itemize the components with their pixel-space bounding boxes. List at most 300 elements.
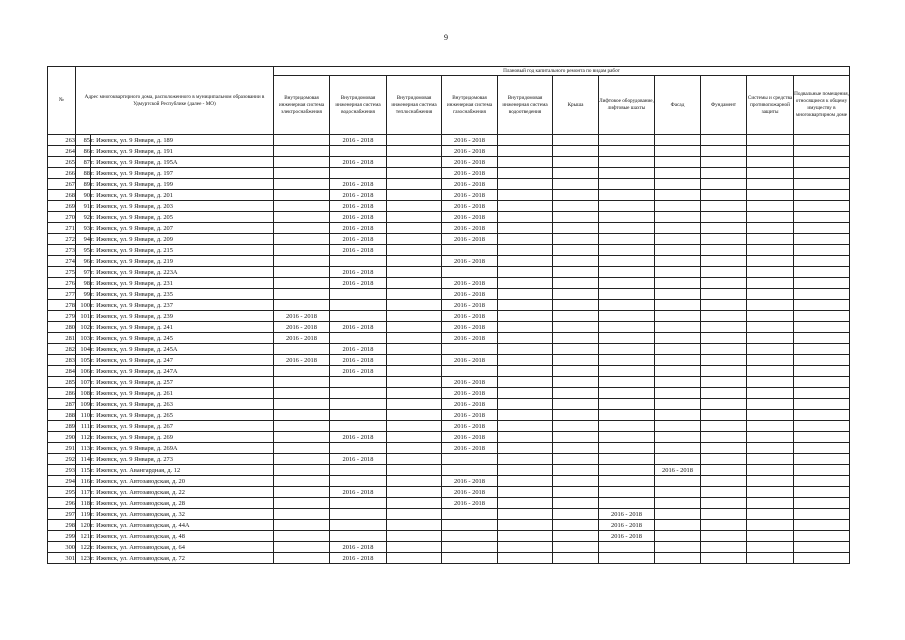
row-work-year: 2016 - 2018 [330, 157, 387, 168]
row-work-year [794, 421, 850, 432]
row-work-year: 2016 - 2018 [442, 311, 498, 322]
row-work-year [655, 223, 701, 234]
row-work-year [274, 223, 330, 234]
row-number: 286 [48, 388, 76, 399]
row-work-year [794, 168, 850, 179]
row-work-year [655, 443, 701, 454]
header-work-9: Системы и средства противопожарной защиты [747, 76, 794, 135]
row-work-year: 2016 - 2018 [330, 553, 387, 564]
row-number: 295 [48, 487, 76, 498]
row-number: 273 [48, 245, 76, 256]
row-work-year [442, 344, 498, 355]
row-work-year [330, 443, 387, 454]
row-address: г. Ижевск, ул. 9 Января, д. 189 [91, 135, 274, 146]
table-row [48, 190, 850, 201]
row-work-year [330, 476, 387, 487]
row-work-year [655, 388, 701, 399]
row-work-year [655, 190, 701, 201]
row-address: г. Ижевск, ул. 9 Января, д. 223А [91, 267, 274, 278]
row-work-year [655, 377, 701, 388]
row-work-year [498, 465, 553, 476]
row-work-year: 2016 - 2018 [442, 223, 498, 234]
row-work-year [794, 234, 850, 245]
row-work-year [701, 465, 747, 476]
row-work-year [794, 465, 850, 476]
row-work-year [498, 443, 553, 454]
row-number: 290 [48, 432, 76, 443]
row-address: г. Ижевск, ул. 9 Января, д. 239 [91, 311, 274, 322]
row-work-year: 2016 - 2018 [442, 377, 498, 388]
row-work-year [794, 256, 850, 267]
row-work-year [553, 344, 599, 355]
row-work-year [442, 454, 498, 465]
row-work-year [655, 454, 701, 465]
row-work-year [747, 322, 794, 333]
header-address: Адрес многоквартирного дома, расположенного в муниципальном образовании в Удмуртской Республике (далее - МО) [76, 67, 274, 135]
table-row [48, 399, 850, 410]
row-work-year [387, 146, 442, 157]
row-work-year [553, 278, 599, 289]
row-work-year [747, 223, 794, 234]
row-work-year [747, 201, 794, 212]
header-work-3: Внутридомовая инженерная система газоснабжения [442, 76, 498, 135]
row-work-year [747, 542, 794, 553]
row-work-year: 2016 - 2018 [330, 278, 387, 289]
row-mo-number: 103 [76, 333, 91, 344]
row-mo-number: 85 [76, 135, 91, 146]
row-work-year [701, 157, 747, 168]
row-work-year: 2016 - 2018 [330, 201, 387, 212]
table-row [48, 267, 850, 278]
row-work-year [442, 245, 498, 256]
row-mo-number: 101 [76, 311, 91, 322]
row-work-year [553, 498, 599, 509]
row-number: 268 [48, 190, 76, 201]
row-work-year [498, 300, 553, 311]
row-work-year [330, 300, 387, 311]
row-number: 276 [48, 278, 76, 289]
table-row [48, 245, 850, 256]
row-work-year [599, 300, 655, 311]
row-work-year [599, 421, 655, 432]
row-work-year [747, 520, 794, 531]
row-mo-number: 95 [76, 245, 91, 256]
row-work-year [553, 443, 599, 454]
table-row [48, 212, 850, 223]
row-work-year: 2016 - 2018 [330, 179, 387, 190]
row-work-year [701, 179, 747, 190]
row-work-year [387, 245, 442, 256]
row-work-year [553, 168, 599, 179]
row-address: г. Ижевск, ул. 9 Января, д. 247 [91, 355, 274, 366]
row-work-year: 2016 - 2018 [442, 256, 498, 267]
row-work-year [794, 476, 850, 487]
row-work-year [274, 212, 330, 223]
row-work-year [701, 333, 747, 344]
row-work-year [498, 157, 553, 168]
row-work-year [655, 476, 701, 487]
row-work-year [747, 190, 794, 201]
row-work-year [498, 542, 553, 553]
row-mo-number: 121 [76, 531, 91, 542]
row-work-year [387, 190, 442, 201]
table-row [48, 168, 850, 179]
row-work-year [553, 300, 599, 311]
row-number: 270 [48, 212, 76, 223]
row-work-year [387, 135, 442, 146]
row-work-year [701, 388, 747, 399]
row-mo-number: 112 [76, 432, 91, 443]
row-work-year [701, 432, 747, 443]
row-work-year [330, 333, 387, 344]
row-work-year [794, 366, 850, 377]
row-work-year [701, 135, 747, 146]
row-work-year [274, 399, 330, 410]
row-number: 282 [48, 344, 76, 355]
row-number: 267 [48, 179, 76, 190]
row-work-year [330, 289, 387, 300]
row-work-year [387, 311, 442, 322]
row-work-year [387, 278, 442, 289]
row-work-year [387, 179, 442, 190]
row-work-year [274, 553, 330, 564]
row-work-year: 2016 - 2018 [442, 322, 498, 333]
row-work-year [274, 476, 330, 487]
row-work-year [747, 509, 794, 520]
row-work-year [498, 399, 553, 410]
row-number: 294 [48, 476, 76, 487]
row-work-year [442, 542, 498, 553]
row-work-year [794, 509, 850, 520]
row-work-year [701, 553, 747, 564]
row-mo-number: 89 [76, 179, 91, 190]
row-address: г. Ижевск, ул. Авангардная, д. 12 [91, 465, 274, 476]
row-work-year [553, 520, 599, 531]
row-work-year: 2016 - 2018 [442, 388, 498, 399]
row-work-year [387, 366, 442, 377]
row-work-year [655, 333, 701, 344]
row-work-year [794, 553, 850, 564]
row-work-year: 2016 - 2018 [599, 520, 655, 531]
row-work-year: 2016 - 2018 [330, 234, 387, 245]
row-work-year [794, 520, 850, 531]
row-work-year [387, 509, 442, 520]
row-work-year [553, 234, 599, 245]
row-mo-number: 123 [76, 553, 91, 564]
row-work-year [794, 344, 850, 355]
row-work-year [274, 135, 330, 146]
row-work-year [274, 542, 330, 553]
row-work-year [498, 201, 553, 212]
row-work-year [701, 245, 747, 256]
row-work-year [599, 542, 655, 553]
row-work-year [701, 498, 747, 509]
row-mo-number: 93 [76, 223, 91, 234]
row-work-year [387, 333, 442, 344]
row-work-year: 2016 - 2018 [330, 432, 387, 443]
row-work-year [794, 300, 850, 311]
header-work-7: Фасад [655, 76, 701, 135]
row-work-year [553, 366, 599, 377]
row-work-year [442, 267, 498, 278]
row-address: г. Ижевск, ул. Автозаводская, д. 32 [91, 509, 274, 520]
row-work-year [387, 553, 442, 564]
table-row [48, 234, 850, 245]
row-work-year: 2016 - 2018 [442, 300, 498, 311]
row-address: г. Ижевск, ул. 9 Января, д. 269 [91, 432, 274, 443]
row-work-year: 2016 - 2018 [274, 322, 330, 333]
row-work-year [794, 190, 850, 201]
row-number: 301 [48, 553, 76, 564]
row-work-year [747, 399, 794, 410]
row-work-year [387, 289, 442, 300]
row-address: г. Ижевск, ул. 9 Января, д. 201 [91, 190, 274, 201]
row-work-year [498, 333, 553, 344]
row-work-year [387, 322, 442, 333]
row-work-year [794, 157, 850, 168]
row-work-year [655, 300, 701, 311]
row-number: 278 [48, 300, 76, 311]
row-work-year [701, 399, 747, 410]
row-work-year [794, 432, 850, 443]
row-work-year [553, 509, 599, 520]
row-mo-number: 100 [76, 300, 91, 311]
row-work-year [498, 553, 553, 564]
row-work-year [655, 410, 701, 421]
table-row [48, 553, 850, 564]
row-work-year [498, 267, 553, 278]
row-work-year [655, 509, 701, 520]
row-number: 277 [48, 289, 76, 300]
row-work-year: 2016 - 2018 [599, 509, 655, 520]
table-row [48, 344, 850, 355]
row-work-year [274, 344, 330, 355]
row-work-year [599, 432, 655, 443]
row-work-year [794, 322, 850, 333]
row-work-year [274, 267, 330, 278]
row-number: 293 [48, 465, 76, 476]
row-work-year [701, 223, 747, 234]
table-row [48, 498, 850, 509]
table-row [48, 388, 850, 399]
table-row [48, 487, 850, 498]
row-work-year [701, 234, 747, 245]
row-work-year [794, 399, 850, 410]
row-work-year [747, 179, 794, 190]
row-work-year [330, 509, 387, 520]
row-work-year [747, 234, 794, 245]
row-work-year [701, 410, 747, 421]
row-work-year [599, 399, 655, 410]
header-work-5: Крыша [553, 76, 599, 135]
row-work-year: 2016 - 2018 [442, 278, 498, 289]
row-address: г. Ижевск, ул. 9 Января, д. 235 [91, 289, 274, 300]
row-work-year [701, 476, 747, 487]
row-mo-number: 120 [76, 520, 91, 531]
row-mo-number: 118 [76, 498, 91, 509]
row-work-year [701, 542, 747, 553]
row-work-year [655, 157, 701, 168]
table-row [48, 520, 850, 531]
table-row [48, 157, 850, 168]
row-work-year [553, 289, 599, 300]
row-work-year [655, 256, 701, 267]
row-work-year [498, 432, 553, 443]
table-row [48, 366, 850, 377]
row-work-year [747, 388, 794, 399]
row-work-year [655, 421, 701, 432]
row-work-year [387, 498, 442, 509]
row-work-year [553, 146, 599, 157]
row-address: г. Ижевск, ул. 9 Января, д. 231 [91, 278, 274, 289]
row-work-year [553, 245, 599, 256]
capital-repair-table [47, 66, 850, 564]
row-number: 292 [48, 454, 76, 465]
table-row [48, 322, 850, 333]
table-row [48, 443, 850, 454]
row-work-year: 2016 - 2018 [330, 366, 387, 377]
row-work-year [747, 421, 794, 432]
page-number: 9 [444, 33, 448, 42]
row-work-year [655, 135, 701, 146]
row-work-year [701, 278, 747, 289]
row-work-year [655, 487, 701, 498]
row-work-year [747, 333, 794, 344]
row-work-year [747, 432, 794, 443]
row-work-year [747, 245, 794, 256]
row-address: г. Ижевск, ул. 9 Января, д. 269А [91, 443, 274, 454]
header-work-2: Внутридомовая инженерная система теплоснабжения [387, 76, 442, 135]
row-work-year [553, 135, 599, 146]
row-work-year: 2016 - 2018 [442, 289, 498, 300]
row-work-year [747, 498, 794, 509]
table-row [48, 421, 850, 432]
row-number: 279 [48, 311, 76, 322]
row-work-year [553, 432, 599, 443]
row-address: г. Ижевск, ул. Автозаводская, д. 20 [91, 476, 274, 487]
row-work-year: 2016 - 2018 [442, 421, 498, 432]
row-work-year [747, 355, 794, 366]
row-work-year: 2016 - 2018 [442, 432, 498, 443]
row-work-year [701, 289, 747, 300]
row-number: 298 [48, 520, 76, 531]
row-mo-number: 99 [76, 289, 91, 300]
row-work-year: 2016 - 2018 [442, 190, 498, 201]
row-work-year [599, 553, 655, 564]
header-work-6: Лифтовое оборудование, лифтовые шахты [599, 76, 655, 135]
row-work-year: 2016 - 2018 [330, 344, 387, 355]
row-work-year [701, 520, 747, 531]
row-work-year [553, 454, 599, 465]
row-mo-number: 94 [76, 234, 91, 245]
table-row [48, 256, 850, 267]
row-work-year [442, 553, 498, 564]
row-work-year [655, 553, 701, 564]
row-work-year [498, 135, 553, 146]
row-work-year [553, 355, 599, 366]
row-work-year [794, 454, 850, 465]
row-work-year [553, 201, 599, 212]
row-work-year [599, 278, 655, 289]
row-work-year [387, 377, 442, 388]
row-address: г. Ижевск, ул. 9 Января, д. 209 [91, 234, 274, 245]
row-work-year [330, 311, 387, 322]
row-work-year [330, 465, 387, 476]
row-work-year [599, 168, 655, 179]
row-work-year [599, 388, 655, 399]
row-work-year [387, 267, 442, 278]
row-work-year [274, 190, 330, 201]
row-work-year [747, 377, 794, 388]
row-work-year [274, 432, 330, 443]
row-work-year [387, 388, 442, 399]
row-number: 271 [48, 223, 76, 234]
row-work-year: 2016 - 2018 [442, 487, 498, 498]
row-work-year: 2016 - 2018 [330, 355, 387, 366]
row-work-year: 2016 - 2018 [442, 476, 498, 487]
row-work-year [274, 256, 330, 267]
row-work-year: 2016 - 2018 [330, 542, 387, 553]
row-work-year [387, 476, 442, 487]
row-work-year [747, 212, 794, 223]
row-work-year [553, 399, 599, 410]
row-number: 289 [48, 421, 76, 432]
row-mo-number: 96 [76, 256, 91, 267]
row-work-year [655, 278, 701, 289]
row-work-year [655, 168, 701, 179]
row-work-year [599, 223, 655, 234]
row-work-year [553, 410, 599, 421]
row-work-year [498, 322, 553, 333]
row-address: г. Ижевск, ул. 9 Января, д. 257 [91, 377, 274, 388]
row-work-year [794, 388, 850, 399]
row-work-year: 2016 - 2018 [442, 157, 498, 168]
row-work-year [387, 432, 442, 443]
row-work-year [498, 168, 553, 179]
row-work-year [655, 289, 701, 300]
row-address: г. Ижевск, ул. Автозаводская, д. 72 [91, 553, 274, 564]
row-mo-number: 107 [76, 377, 91, 388]
row-work-year [498, 388, 553, 399]
row-work-year [553, 179, 599, 190]
row-work-year [701, 201, 747, 212]
row-address: г. Ижевск, ул. Автозаводская, д. 44А [91, 520, 274, 531]
row-work-year: 2016 - 2018 [330, 135, 387, 146]
row-work-year [498, 366, 553, 377]
row-work-year [387, 542, 442, 553]
row-work-year [330, 421, 387, 432]
row-work-year [747, 267, 794, 278]
row-work-year [330, 498, 387, 509]
row-number: 264 [48, 146, 76, 157]
row-work-year [794, 135, 850, 146]
row-work-year [274, 366, 330, 377]
row-work-year [498, 278, 553, 289]
row-work-year [387, 168, 442, 179]
row-work-year: 2016 - 2018 [330, 223, 387, 234]
row-work-year [701, 454, 747, 465]
header-work-10: Подвальные помещения, относящиеся к общему имуществу в многоквартирном доме [794, 76, 850, 135]
row-work-year [387, 256, 442, 267]
row-work-year [701, 212, 747, 223]
row-work-year [747, 465, 794, 476]
row-work-year [274, 146, 330, 157]
row-work-year [553, 267, 599, 278]
row-address: г. Ижевск, ул. 9 Января, д. 241 [91, 322, 274, 333]
row-work-year [442, 520, 498, 531]
row-work-year [794, 267, 850, 278]
row-address: г. Ижевск, ул. 9 Января, д. 267 [91, 421, 274, 432]
